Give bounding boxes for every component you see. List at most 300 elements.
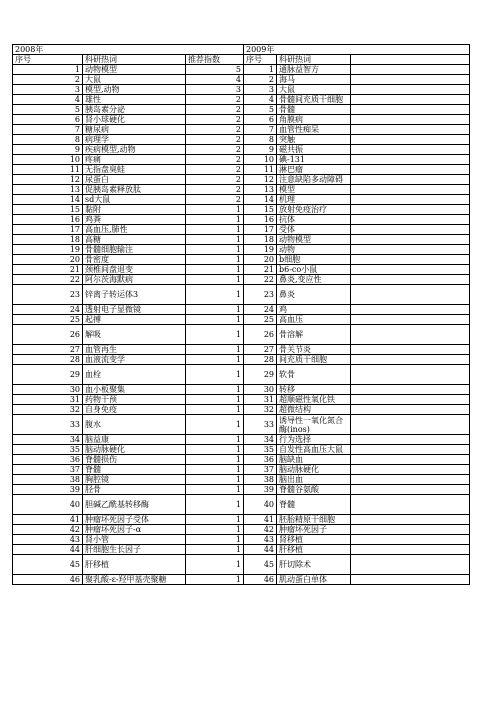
- keyword-2008: 聚乳酸-ε-羟甲基壳聚糖: [83, 575, 186, 585]
- row-number-2008: 6: [13, 115, 83, 125]
- row-number-2009: 8: [244, 135, 277, 145]
- recommend-index-2008: 1: [186, 305, 244, 315]
- table-row: [13, 95, 470, 105]
- empty-cell-2009: [351, 85, 470, 95]
- empty-cell-2009: [351, 255, 470, 265]
- row-number-2009: 18: [244, 235, 277, 245]
- recommend-index-2008: 1: [186, 475, 244, 485]
- empty-cell-2009: [351, 95, 470, 105]
- table-row: [13, 275, 470, 285]
- table-row: [13, 235, 470, 245]
- keyword-2008: 肝细胞生长因子: [83, 545, 186, 555]
- recommend-index-2008: 1: [186, 435, 244, 445]
- keyword-2009: 软骨: [277, 365, 351, 385]
- table-row: [13, 185, 470, 195]
- keyword-2009: 通脉益智方: [277, 65, 351, 75]
- recommend-index-2008: 1: [186, 415, 244, 435]
- table-row: [13, 105, 470, 115]
- recommend-index-2008: 1: [186, 485, 244, 495]
- row-number-2008: 19: [13, 245, 83, 255]
- row-number-2009: 42: [244, 525, 277, 535]
- recommend-index-2008: 1: [186, 535, 244, 545]
- row-number-2009: 32: [244, 405, 277, 415]
- keyword-2008: 锌离子转运体3: [83, 285, 186, 305]
- keyword-2008: 糖尿病: [83, 125, 186, 135]
- table-row: [13, 265, 470, 275]
- row-number-2008: 41: [13, 515, 83, 525]
- row-number-2009: 28: [244, 355, 277, 365]
- empty-cell-2009: [351, 185, 470, 195]
- empty-cell-2009: [351, 215, 470, 225]
- empty-cell-2009: [351, 535, 470, 545]
- recommend-index-2008: 1: [186, 455, 244, 465]
- keyword-2009: 淋巴瘤: [277, 165, 351, 175]
- row-number-2009: 4: [244, 95, 277, 105]
- keyword-2009: 骨溶解: [277, 325, 351, 345]
- keyword-2008: 药物干预: [83, 395, 186, 405]
- recommend-index-2008: 2: [186, 185, 244, 195]
- year-2008-header: 2008年: [13, 45, 244, 55]
- empty-cell-2009: [351, 195, 470, 205]
- keyword-2008: 胆碱乙酰基转移酶: [83, 495, 186, 515]
- keyword-2008: 脊髓: [83, 465, 186, 475]
- recommend-index-2008: 2: [186, 105, 244, 115]
- table-row: [13, 205, 470, 215]
- row-number-2008: 12: [13, 175, 83, 185]
- recommend-index-2008: 5: [186, 65, 244, 75]
- table-row: [13, 225, 470, 235]
- keyword-2009: 肾移植: [277, 535, 351, 545]
- row-number-2008: 21: [13, 265, 83, 275]
- row-number-2008: 26: [13, 325, 83, 345]
- keyword-2009: 骨髓: [277, 105, 351, 115]
- row-number-2008: 33: [13, 415, 83, 435]
- empty-cell-2009: [351, 225, 470, 235]
- table-row: [13, 365, 470, 385]
- empty-cell-2009: [351, 165, 470, 175]
- recommend-index-2008: 1: [186, 265, 244, 275]
- table-row: [13, 355, 470, 365]
- keyword-2009: 模型: [277, 185, 351, 195]
- table-row: [13, 145, 470, 155]
- row-number-2009: 10: [244, 155, 277, 165]
- empty-cell-2009: [351, 275, 470, 285]
- keyword-2008: 血栓: [83, 365, 186, 385]
- row-number-2009: 15: [244, 205, 277, 215]
- recommend-index-2008: 1: [186, 215, 244, 225]
- empty-cell-2009: [351, 465, 470, 475]
- keyword-2008: 解吸: [83, 325, 186, 345]
- table-row: [13, 75, 470, 85]
- empty-cell-2009: [351, 395, 470, 405]
- keyword-2008: 胸腔镜: [83, 475, 186, 485]
- row-number-2008: 42: [13, 525, 83, 535]
- row-number-2009: 5: [244, 105, 277, 115]
- row-number-2009: 46: [244, 575, 277, 585]
- recommend-index-2008: 1: [186, 575, 244, 585]
- keyword-2008: 肾小球硬化: [83, 115, 186, 125]
- empty-cell-2009: [351, 285, 470, 305]
- row-number-2008: 16: [13, 215, 83, 225]
- empty-cell-2009: [351, 145, 470, 155]
- recommend-index-2008: 2: [186, 165, 244, 175]
- keyword-2008: 动物模型: [83, 65, 186, 75]
- table-row: [13, 495, 470, 515]
- empty-cell-2009: [351, 445, 470, 455]
- row-number-2008: 24: [13, 305, 83, 315]
- row-number-2009: 30: [244, 385, 277, 395]
- recommend-index-2008: 1: [186, 255, 244, 265]
- keyword-2009: 脑出血: [277, 475, 351, 485]
- table-row: [13, 395, 470, 405]
- empty-cell-2009: [351, 155, 470, 165]
- row-number-2009: 33: [244, 415, 277, 435]
- row-number-2009: 27: [244, 345, 277, 355]
- keyword-2009: 肿瘤坏死因子: [277, 525, 351, 535]
- keyword-2008: 起搏: [83, 315, 186, 325]
- row-number-2009: 43: [244, 535, 277, 545]
- recommend-index-2008: 2: [186, 95, 244, 105]
- keyword-2008: 颈椎间盘退变: [83, 265, 186, 275]
- recommend-index-2008: 1: [186, 515, 244, 525]
- keyword-2009: 间充质干细胞: [277, 355, 351, 365]
- recommend-index-2008: 1: [186, 445, 244, 455]
- keyword-2009: 鼻炎: [277, 285, 351, 305]
- row-number-2008: 4: [13, 95, 83, 105]
- row-number-2009: 44: [244, 545, 277, 555]
- keyword-2009: 骨关节炎: [277, 345, 351, 355]
- keyword-2008: sd大鼠: [83, 195, 186, 205]
- keyword-2008: 肿瘤坏死因子-α: [83, 525, 186, 535]
- recommend-index-2008: 1: [186, 545, 244, 555]
- table-row: [13, 465, 470, 475]
- row-number-2008: 17: [13, 225, 83, 235]
- col-no-2009: 序号: [244, 55, 277, 65]
- keyword-2009: 骨髓间充质干细胞: [277, 95, 351, 105]
- row-number-2008: 29: [13, 365, 83, 385]
- recommend-index-2008: 1: [186, 205, 244, 215]
- keyword-2009: 肝切除术: [277, 555, 351, 575]
- col-empty-2009: [351, 55, 470, 65]
- keyword-2009: 脑动脉硬化: [277, 465, 351, 475]
- recommend-index-2008: 1: [186, 525, 244, 535]
- row-number-2008: 39: [13, 485, 83, 495]
- table-row: [13, 525, 470, 535]
- keyword-2008: 脑动脉硬化: [83, 445, 186, 455]
- keyword-2008: 疾病模型,动物: [83, 145, 186, 155]
- row-number-2008: 22: [13, 275, 83, 285]
- table-row: [13, 195, 470, 205]
- empty-cell-2009: [351, 65, 470, 75]
- recommend-index-2008: 1: [186, 555, 244, 575]
- empty-cell-2009: [351, 175, 470, 185]
- empty-cell-2009: [351, 575, 470, 585]
- recommend-index-2008: 1: [186, 225, 244, 235]
- table-row: [13, 415, 470, 435]
- row-number-2009: 9: [244, 145, 277, 155]
- row-number-2009: 6: [244, 115, 277, 125]
- recommend-index-2008: 4: [186, 75, 244, 85]
- row-number-2009: 26: [244, 325, 277, 345]
- row-number-2008: 13: [13, 185, 83, 195]
- empty-cell-2009: [351, 485, 470, 495]
- empty-cell-2009: [351, 405, 470, 415]
- row-number-2009: 37: [244, 465, 277, 475]
- keyword-2009: 鼻炎,变应性: [277, 275, 351, 285]
- row-number-2008: 46: [13, 575, 83, 585]
- recommend-index-2008: 1: [186, 285, 244, 305]
- table-row: [13, 85, 470, 95]
- row-number-2008: 2: [13, 75, 83, 85]
- keyword-2009: 动物: [277, 245, 351, 255]
- keyword-2008: 胰岛素分泌: [83, 105, 186, 115]
- keyword-2008: 大鼠: [83, 75, 186, 85]
- table-row: [13, 515, 470, 525]
- empty-cell-2009: [351, 475, 470, 485]
- empty-cell-2009: [351, 515, 470, 525]
- empty-cell-2009: [351, 545, 470, 555]
- table-row: [13, 385, 470, 395]
- recommend-index-2008: 1: [186, 395, 244, 405]
- row-number-2009: 22: [244, 275, 277, 285]
- keyword-2009: 角膜病: [277, 115, 351, 125]
- keyword-2008: 血液流变学: [83, 355, 186, 365]
- table-row: [13, 315, 470, 325]
- row-number-2008: 44: [13, 545, 83, 555]
- table-row: [13, 175, 470, 185]
- row-number-2009: 38: [244, 475, 277, 485]
- keyword-2009: 超顺磁性氧化铁: [277, 395, 351, 405]
- recommend-index-2008: 2: [186, 145, 244, 155]
- table-row: [13, 475, 470, 485]
- keyword-2008: 疼痛: [83, 155, 186, 165]
- recommend-index-2008: 2: [186, 175, 244, 185]
- row-number-2009: 11: [244, 165, 277, 175]
- row-number-2008: 20: [13, 255, 83, 265]
- table-row: [13, 405, 470, 415]
- empty-cell-2009: [351, 115, 470, 125]
- recommend-index-2008: 1: [186, 245, 244, 255]
- table-row: [13, 435, 470, 445]
- recommend-index-2008: 3: [186, 85, 244, 95]
- keyword-2009: 行为选择: [277, 435, 351, 445]
- keyword-2009: 自发性高血压大鼠: [277, 445, 351, 455]
- recommend-index-2008: 1: [186, 495, 244, 515]
- row-number-2009: 31: [244, 395, 277, 405]
- keyword-2008: 肝移植: [83, 555, 186, 575]
- empty-cell-2009: [351, 345, 470, 355]
- keyword-2008: 鸡粪: [83, 215, 186, 225]
- row-number-2008: 7: [13, 125, 83, 135]
- row-number-2008: 28: [13, 355, 83, 365]
- empty-cell-2009: [351, 305, 470, 315]
- recommend-index-2008: 1: [186, 465, 244, 475]
- keyword-2008: 阿尔茨海默病: [83, 275, 186, 285]
- table-row: [13, 215, 470, 225]
- table-row: [13, 135, 470, 145]
- keyword-2008: 胫骨: [83, 485, 186, 495]
- row-number-2008: 38: [13, 475, 83, 485]
- table-row: [13, 445, 470, 455]
- row-number-2009: 3: [244, 85, 277, 95]
- row-number-2009: 14: [244, 195, 277, 205]
- col-term-2009: 科研热词: [277, 55, 351, 65]
- keyword-2009: 脊髓: [277, 495, 351, 515]
- table-row: [13, 125, 470, 135]
- keyword-2008: 肾小管: [83, 535, 186, 545]
- table-row: [13, 325, 470, 345]
- row-number-2009: 29: [244, 365, 277, 385]
- keyword-2009: 碘-131: [277, 155, 351, 165]
- keyword-2008: 脑益康: [83, 435, 186, 445]
- keyword-2009: 脊髓谷氨酸: [277, 485, 351, 495]
- empty-cell-2009: [351, 495, 470, 515]
- row-number-2008: 32: [13, 405, 83, 415]
- keyword-table: [12, 44, 470, 585]
- row-number-2008: 36: [13, 455, 83, 465]
- keyword-2008: 无指盘臭蛙: [83, 165, 186, 175]
- keyword-2008: 黏附: [83, 205, 186, 215]
- keyword-2009: 注意缺陷多动障碍: [277, 175, 351, 185]
- empty-cell-2009: [351, 105, 470, 115]
- row-number-2009: 36: [244, 455, 277, 465]
- recommend-index-2008: 2: [186, 115, 244, 125]
- table-row: [13, 535, 470, 545]
- row-number-2009: 25: [244, 315, 277, 325]
- row-number-2008: 35: [13, 445, 83, 455]
- empty-cell-2009: [351, 455, 470, 465]
- col-no-2008: 序号: [13, 55, 83, 65]
- table-row: [13, 485, 470, 495]
- row-number-2009: 24: [244, 305, 277, 315]
- row-number-2008: 45: [13, 555, 83, 575]
- row-number-2009: 39: [244, 485, 277, 495]
- row-number-2009: 41: [244, 515, 277, 525]
- keyword-2009: b细胞: [277, 255, 351, 265]
- row-number-2008: 1: [13, 65, 83, 75]
- empty-cell-2009: [351, 385, 470, 395]
- recommend-index-2008: 1: [186, 325, 244, 345]
- row-number-2009: 40: [244, 495, 277, 515]
- row-number-2008: 25: [13, 315, 83, 325]
- keyword-2009: 血管性痴呆: [277, 125, 351, 135]
- row-number-2009: 21: [244, 265, 277, 275]
- recommend-index-2008: 1: [186, 365, 244, 385]
- keyword-2008: 腹水: [83, 415, 186, 435]
- recommend-index-2008: 2: [186, 135, 244, 145]
- recommend-index-2008: 2: [186, 125, 244, 135]
- empty-cell-2009: [351, 355, 470, 365]
- row-number-2009: 23: [244, 285, 277, 305]
- keyword-2009: 胚胎精原干细胞: [277, 515, 351, 525]
- empty-cell-2009: [351, 325, 470, 345]
- recommend-index-2008: 1: [186, 355, 244, 365]
- keyword-2008: 肿瘤坏死因子受体: [83, 515, 186, 525]
- empty-cell-2009: [351, 205, 470, 215]
- recommend-index-2008: 1: [186, 235, 244, 245]
- table-row: [13, 165, 470, 175]
- row-number-2008: 18: [13, 235, 83, 245]
- row-number-2009: 13: [244, 185, 277, 195]
- row-number-2009: 2: [244, 75, 277, 85]
- table-row: [13, 245, 470, 255]
- recommend-index-2008: 1: [186, 385, 244, 395]
- keyword-2009: 海马: [277, 75, 351, 85]
- table-row: [13, 345, 470, 355]
- keyword-2009: 受体: [277, 225, 351, 235]
- table-row: [13, 255, 470, 265]
- row-number-2008: 23: [13, 285, 83, 305]
- table-row: [13, 115, 470, 125]
- keyword-2008: 雄性: [83, 95, 186, 105]
- keyword-2009: 鸡: [277, 305, 351, 315]
- keyword-2009: 抗体: [277, 215, 351, 225]
- keyword-2009: 肝移植: [277, 545, 351, 555]
- keyword-2009: 大鼠: [277, 85, 351, 95]
- keyword-2009: 诱导性一氧化氮合酶(inos): [277, 415, 351, 435]
- recommend-index-2008: 1: [186, 315, 244, 325]
- keyword-2009: 磁共振: [277, 145, 351, 155]
- empty-cell-2009: [351, 135, 470, 145]
- empty-cell-2009: [351, 245, 470, 255]
- recommend-index-2008: 2: [186, 155, 244, 165]
- row-number-2008: 40: [13, 495, 83, 515]
- row-number-2009: 12: [244, 175, 277, 185]
- keyword-2009: b6-co小鼠: [277, 265, 351, 275]
- row-number-2008: 15: [13, 205, 83, 215]
- table-row: [13, 575, 470, 585]
- row-number-2008: 5: [13, 105, 83, 115]
- row-number-2008: 37: [13, 465, 83, 475]
- keyword-2008: 模型,动物: [83, 85, 186, 95]
- empty-cell-2009: [351, 75, 470, 85]
- col-term-2008: 科研热词: [83, 55, 186, 65]
- empty-cell-2009: [351, 315, 470, 325]
- row-number-2008: 27: [13, 345, 83, 355]
- row-number-2009: 16: [244, 215, 277, 225]
- row-number-2008: 43: [13, 535, 83, 545]
- table-row: [13, 455, 470, 465]
- keyword-2008: 脊髓损伤: [83, 455, 186, 465]
- table-row: [13, 285, 470, 305]
- keyword-2008: 病理学: [83, 135, 186, 145]
- row-number-2008: 31: [13, 395, 83, 405]
- keyword-2009: 超微结构: [277, 405, 351, 415]
- keyword-2009: 高血压: [277, 315, 351, 325]
- row-number-2009: 17: [244, 225, 277, 235]
- empty-cell-2009: [351, 235, 470, 245]
- keyword-2009: 动物模型: [277, 235, 351, 245]
- empty-cell-2009: [351, 525, 470, 535]
- empty-cell-2009: [351, 125, 470, 135]
- recommend-index-2008: 1: [186, 345, 244, 355]
- keyword-2008: 透射电子显微镜: [83, 305, 186, 315]
- row-number-2008: 14: [13, 195, 83, 205]
- empty-cell-2009: [351, 365, 470, 385]
- recommend-index-2008: 1: [186, 275, 244, 285]
- col-count-2008: 推荐指数: [186, 55, 244, 65]
- keyword-2009: 转移: [277, 385, 351, 395]
- table-row: [13, 305, 470, 315]
- row-number-2008: 9: [13, 145, 83, 155]
- empty-cell-2009: [351, 415, 470, 435]
- keyword-2008: 尿蛋白: [83, 175, 186, 185]
- year-2009-header: 2009年: [244, 45, 470, 55]
- empty-cell-2009: [351, 555, 470, 575]
- row-number-2009: 34: [244, 435, 277, 445]
- keyword-2008: 血管再生: [83, 345, 186, 355]
- row-number-2008: 10: [13, 155, 83, 165]
